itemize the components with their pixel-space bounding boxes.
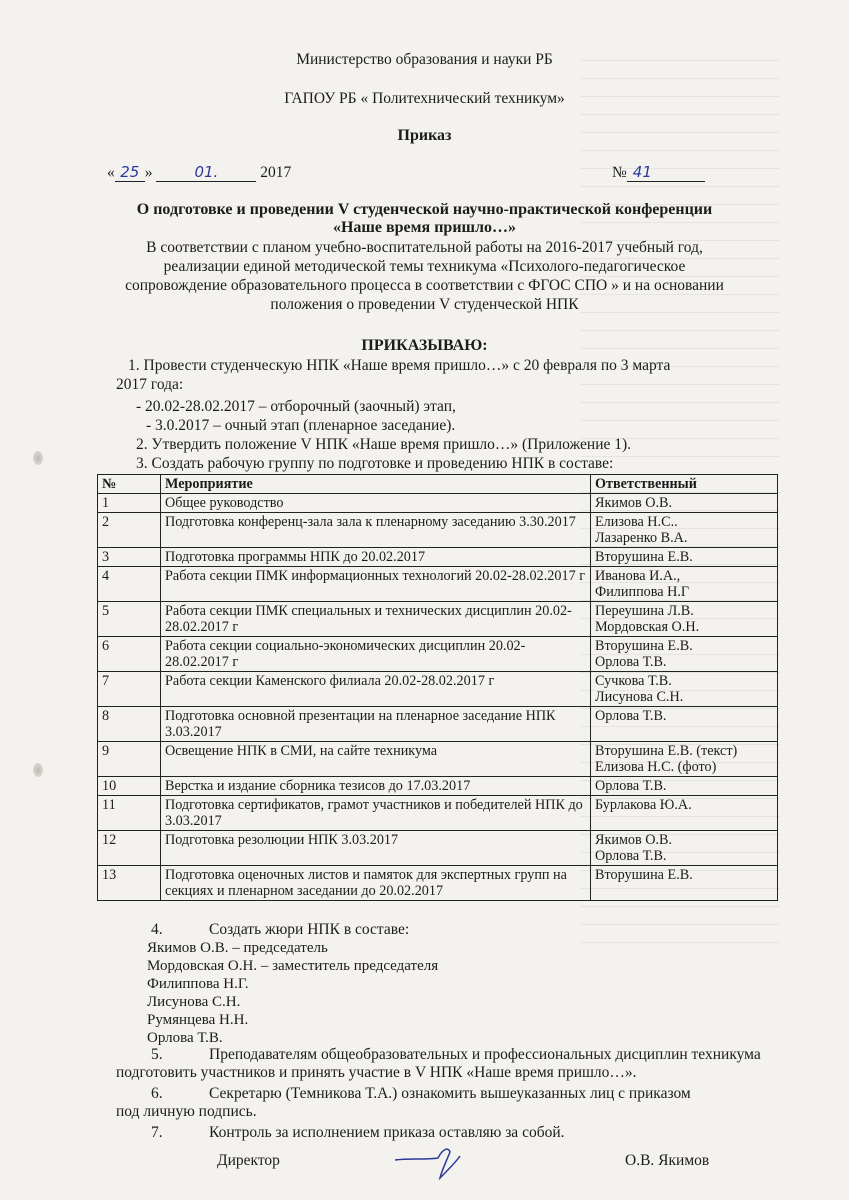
close-quote: » [144, 164, 153, 181]
item-4-num: 4. [151, 921, 163, 938]
order-word: ПРИКАЗЫВАЮ: [361, 337, 488, 354]
table-row [98, 672, 778, 707]
preamble-line: В соответствии с планом учебно-воспитательной работы на 2016-2017 учебный год, [146, 239, 703, 256]
row-responsible: Орлова Т.В. [591, 707, 778, 742]
table-body [98, 494, 778, 901]
row-number: 4 [98, 567, 161, 602]
signature-position: Директор [217, 1152, 280, 1169]
item-1-line-2: 2017 года: [116, 376, 184, 393]
row-task: Освещение НПК в СМИ, на сайте техникума [161, 742, 591, 777]
row-responsible: Якимов О.В. Орлова Т.В. [591, 831, 778, 866]
punch-hole [33, 763, 43, 777]
row-responsible: Иванова И.А., Филиппова Н.Г [591, 567, 778, 602]
row-responsible: Вторушина Е.В. [591, 866, 778, 901]
row-number: 7 [98, 672, 161, 707]
table-row [98, 513, 778, 548]
row-task: Подготовка резолюции НПК 3.03.2017 [161, 831, 591, 866]
table-row [98, 494, 778, 513]
row-responsible: Елизова Н.С.. Лазаренко В.А. [591, 513, 778, 548]
jury-member: Румянцева Н.Н. [147, 1012, 249, 1028]
date-line [107, 163, 291, 182]
open-quote: « [107, 164, 115, 181]
row-task: Работа секции Каменского филиала 20.02-28.02.2017 г [161, 672, 591, 707]
preamble-line: реализации единой методической темы техникума «Психолого-педагогическое [163, 258, 686, 275]
table-row [98, 548, 778, 567]
row-number: 13 [98, 866, 161, 901]
row-responsible: Бурлакова Ю.А. [591, 796, 778, 831]
header-responsible: Ответственный [591, 475, 778, 494]
row-task: Подготовка оценочных листов и памяток для экспертных групп на секциях и пленарном заседании до 20.02.2017 [161, 866, 591, 901]
title-line-2: «Наше время пришло…» [332, 219, 517, 236]
table-row [98, 796, 778, 831]
table-row [98, 831, 778, 866]
row-task: Работа секции социально-экономических дисциплин 20.02-28.02.2017 г [161, 637, 591, 672]
stage-2: - 3.0.2017 – очный этап (пленарное заседание). [146, 417, 456, 434]
row-number: 9 [98, 742, 161, 777]
item-3: 3. Создать рабочую группу по подготовке и проведению НПК в составе: [136, 455, 614, 472]
header-number: № [98, 475, 161, 494]
row-task: Подготовка программы НПК до 20.02.2017 [161, 548, 591, 567]
row-task: Подготовка конференц-зала зала к пленарному заседанию 3.30.2017 [161, 513, 591, 548]
handwritten-signature [390, 1140, 480, 1185]
row-task: Общее руководство [161, 494, 591, 513]
title-line-1: О подготовке и проведении V студенческой научно-практической конференции [136, 201, 713, 218]
row-task: Подготовка основной презентации на пленарное заседание НПК 3.03.2017 [161, 707, 591, 742]
date-year: 2017 [260, 164, 292, 181]
item-6-num: 6. [151, 1085, 163, 1102]
table-row [98, 777, 778, 796]
date-month: 01. [156, 163, 256, 182]
stage-1: - 20.02-28.02.2017 – отборочный (заочный) этап, [136, 398, 456, 415]
row-responsible: Орлова Т.В. [591, 777, 778, 796]
jury-member: Мордовская О.Н. – заместитель председателя [147, 958, 439, 974]
header-task: Мероприятие [161, 475, 591, 494]
row-task: Подготовка сертификатов, грамот участников и победителей НПК до 3.03.2017 [161, 796, 591, 831]
row-responsible: Переушина Л.В. Мордовская О.Н. [591, 602, 778, 637]
item-1-line-1: 1. Провести студенческую НПК «Наше время пришло…» с 20 февраля по 3 марта [128, 357, 671, 374]
jury-member: Якимов О.В. – председатель [147, 940, 328, 956]
table-row [98, 637, 778, 672]
row-task: Работа секции ПМК информационных технологий 20.02-28.02.2017 г [161, 567, 591, 602]
row-number: 12 [98, 831, 161, 866]
number-prefix: № [612, 164, 627, 181]
working-group-table [97, 474, 778, 901]
table-header-row [98, 475, 778, 494]
row-number: 3 [98, 548, 161, 567]
table-row [98, 602, 778, 637]
row-responsible: Вторушина Е.В. (текст) Елизова Н.С. (фото) [591, 742, 778, 777]
row-number: 2 [98, 513, 161, 548]
jury-member: Орлова Т.В. [147, 1030, 223, 1046]
row-responsible: Якимов О.В. [591, 494, 778, 513]
ministry-line: Министерство образования и науки РБ [296, 51, 553, 68]
item-4-text: Создать жюри НПК в составе: [209, 921, 410, 938]
preamble-line: положения о проведении V студенческой НПК [270, 296, 579, 313]
preamble-line: сопровождение образовательного процесса в соответствии с ФГОС СПО » и на основании [125, 277, 724, 294]
item-7-text: Контроль за исполнением приказа оставляю за собой. [209, 1124, 565, 1141]
order-number [612, 163, 705, 182]
item-6-line-1: Секретарю (Темникова Т.А.) ознакомить вышеуказанных лиц с приказом [209, 1085, 691, 1102]
doc-type: Приказ [397, 127, 452, 144]
item-7-num: 7. [151, 1124, 163, 1141]
row-number: 6 [98, 637, 161, 672]
row-number: 5 [98, 602, 161, 637]
item-2: 2. Утвердить положение V НПК «Наше время пришло…» (Приложение 1). [136, 436, 632, 453]
date-day: 25 [115, 163, 145, 182]
jury-member: Филиппова Н.Г. [147, 976, 249, 992]
table-row [98, 567, 778, 602]
row-responsible: Вторушина Е.В. Орлова Т.В. [591, 637, 778, 672]
item-5-line-1: Преподавателям общеобразовательных и профессиональных дисциплин техникума [209, 1046, 761, 1063]
row-responsible: Вторушина Е.В. [591, 548, 778, 567]
jury-member: Лисунова С.Н. [147, 994, 241, 1010]
row-number: 11 [98, 796, 161, 831]
row-task: Верстка и издание сборника тезисов до 17.03.2017 [161, 777, 591, 796]
item-5-num: 5. [151, 1046, 163, 1063]
row-number: 8 [98, 707, 161, 742]
punch-hole [33, 451, 43, 465]
row-responsible: Сучкова Т.В. Лисунова С.Н. [591, 672, 778, 707]
number-value: 41 [627, 163, 705, 182]
institution-line: ГАПОУ РБ « Политехнический техникум» [284, 90, 565, 107]
signature-name: О.В. Якимов [625, 1152, 710, 1169]
item-5-line-2: подготовить участников и принять участие в V НПК «Наше время пришло…». [116, 1064, 637, 1081]
item-6-line-2: под личную подпись. [116, 1103, 257, 1120]
table-row [98, 866, 778, 901]
row-number: 10 [98, 777, 161, 796]
row-task: Работа секции ПМК специальных и технических дисциплин 20.02-28.02.2017 г [161, 602, 591, 637]
table-row [98, 707, 778, 742]
table-row [98, 742, 778, 777]
row-number: 1 [98, 494, 161, 513]
